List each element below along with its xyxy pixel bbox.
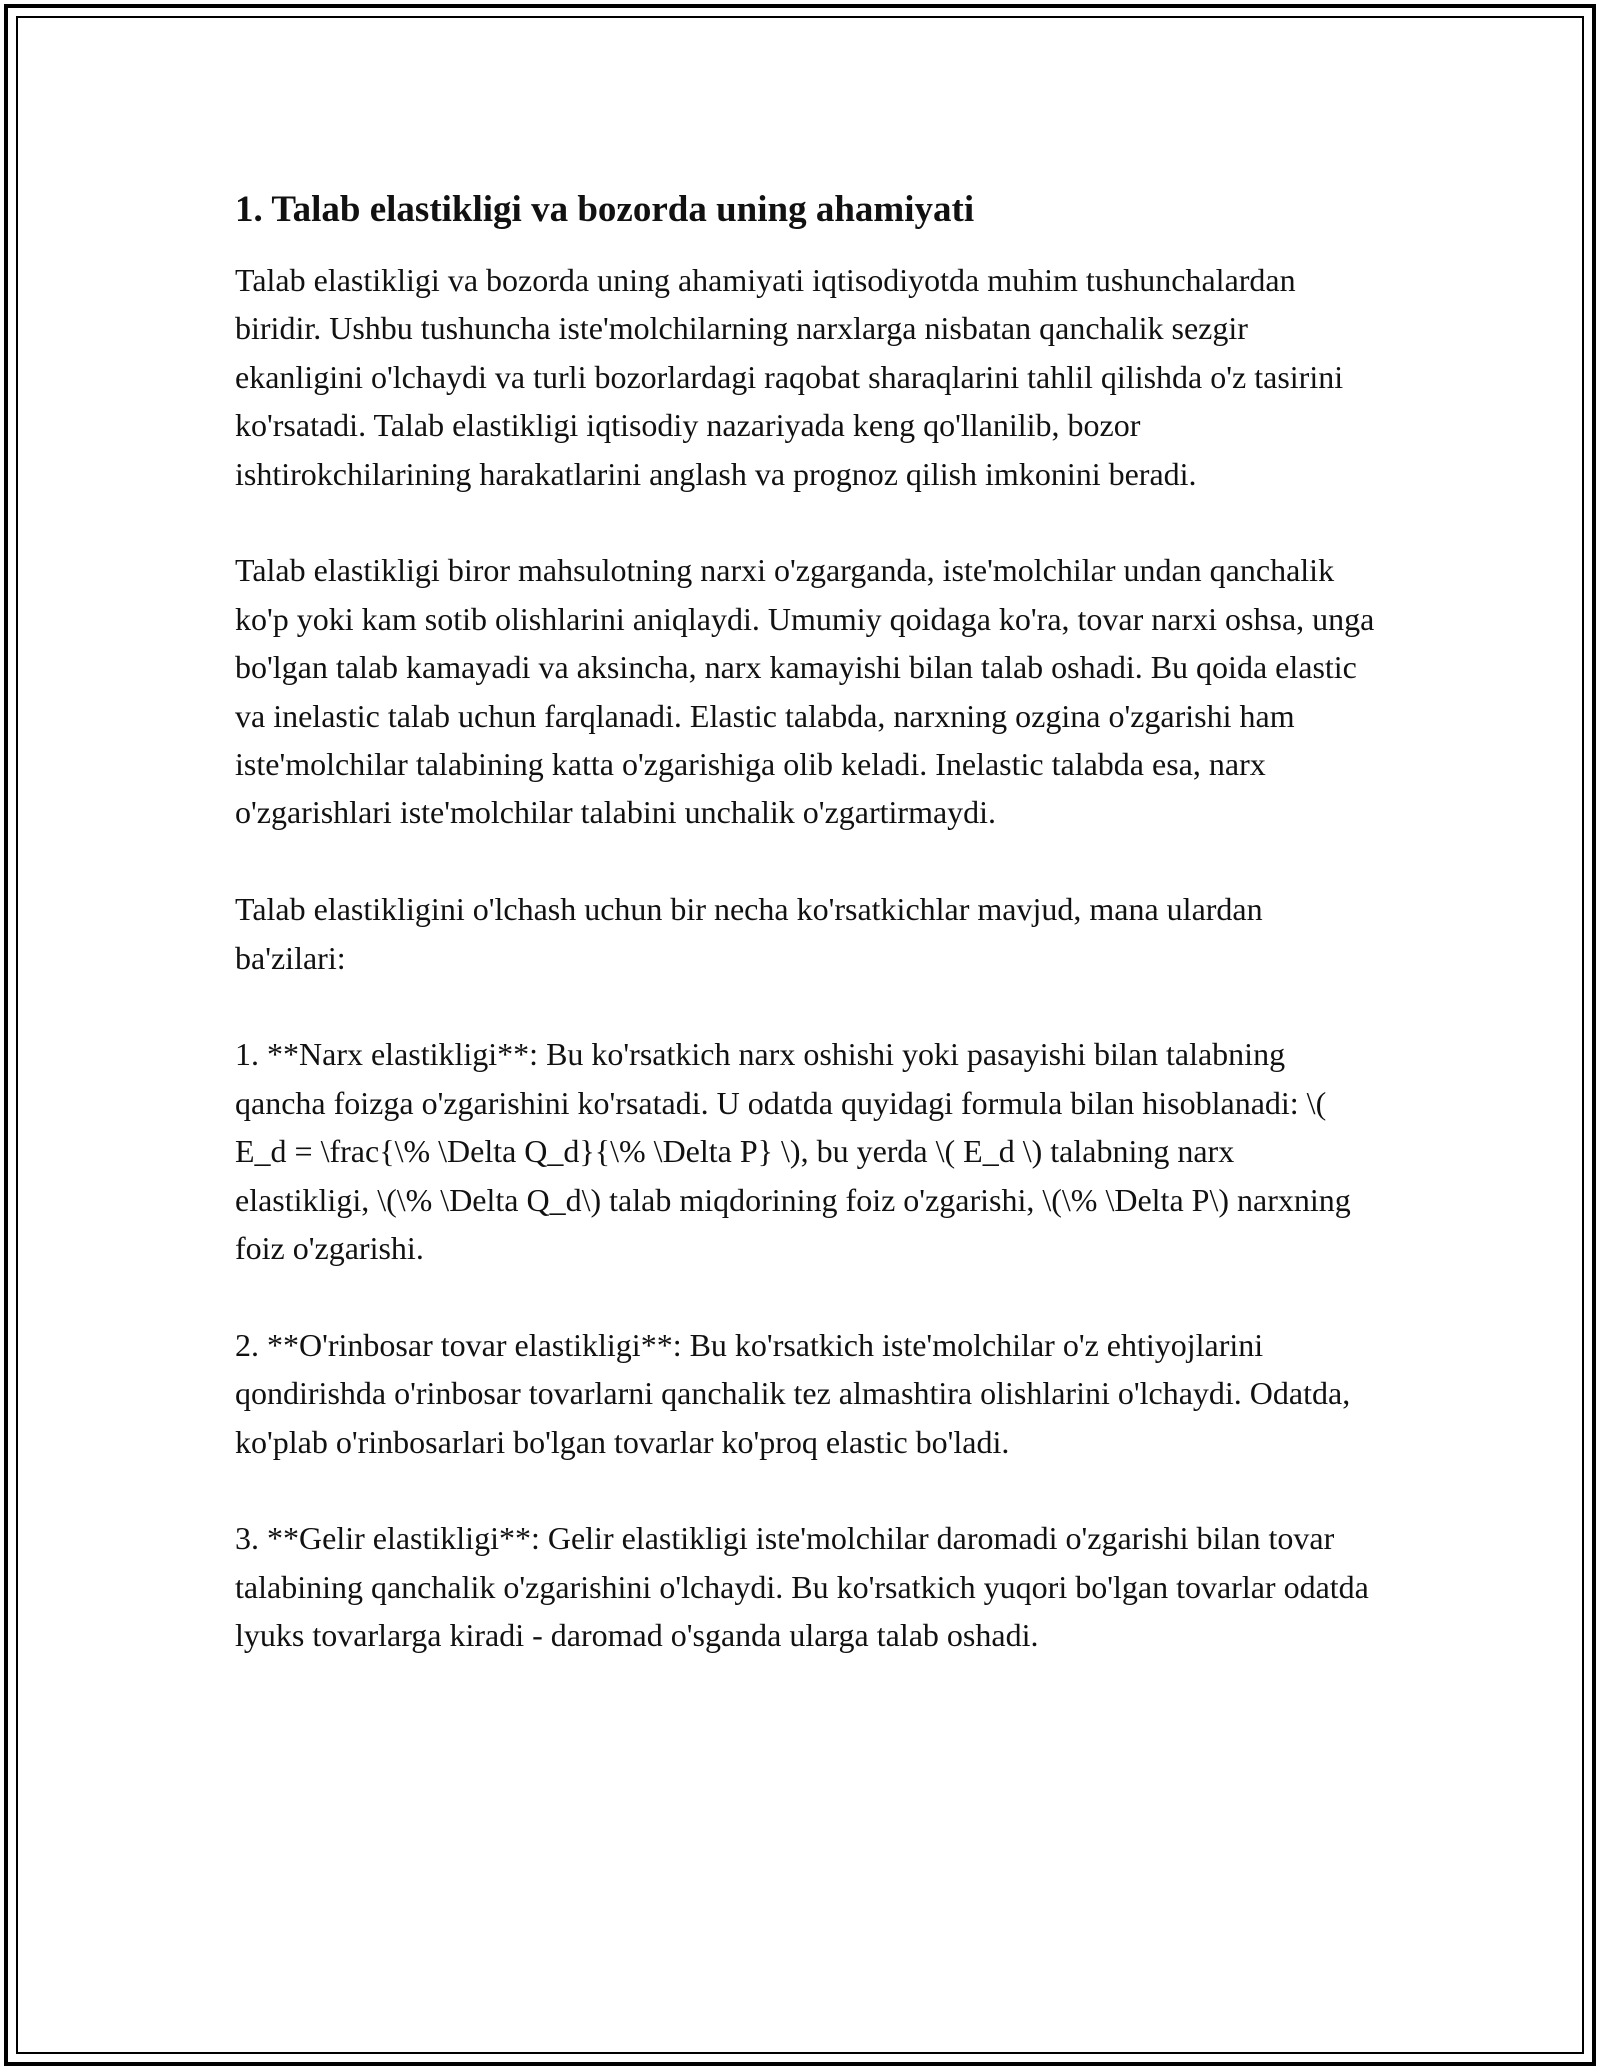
document-title: 1. Talab elastikligi va bozorda uning ahamiyati [235,189,975,230]
document-body [235,186,1375,1660]
list-item-substitute-elasticity: 2. **O'rinbosar tovar elastikligi**: Bu ko'rsatkich iste'molchilar o'z ehtiyojlarini qondirishda o'rinbosar tovarlarni qanchalik tez almashtira olishlarini o'lchaydi. Odatda, ko'plab o'rinbosarlari bo'lgan tovarlar ko'proq elastic bo'ladi. [235,1326,1351,1460]
paragraph-intro: Talab elastikligi va bozorda uning ahamiyati iqtisodiyotda muhim tushunchalardan biridir. Ushbu tushuncha iste'molchilarning narxlarga nisbatan qanchalik sezgir ekanligini o'lchaydi va turli bozorlardagi raqobat sharaqlarini tahlil qilishda o'z tasirini ko'rsatadi. Talab elastikligi iqtisodiy nazariyada keng qo'llanilib, bozor ishtirokchilarining harakatlarini anglash va prognoz qilish imkonini beradi. [235,262,1344,492]
list-item-price-elasticity: 1. **Narx elastikligi**: Bu ko'rsatkich narx oshishi yoki pasayishi bilan talabning qancha foizga o'zgarishini ko'rsatadi. U odatda quyidagi formula bilan hisoblanadi: \( E_d = \frac{\% \Delta Q_d}{\% \Delta P} \), bu yerda \( E_d \) talabning narx elastikligi, \(\% \Delta Q_d\) talab miqdorining foiz o'zgarishi, \(\% \Delta P\) narxning foiz o'zgarishi. [235,1036,1351,1267]
paragraph-definition: Talab elastikligi biror mahsulotning narxi o'zgarganda, iste'molchilar undan qanchalik ko'p yoki kam sotib olishlarini aniqlaydi. Umumiy qoidaga ko'ra, tovar narxi oshsa, unga bo'lgan talab kamayadi va aksincha, narx kamayishi bilan talab oshadi. Bu qoida elastic va inelastic talab uchun farqlanadi. Elastic talabda, narxning ozgina o'zgarishi ham iste'molchilar talabining katta o'zgarishiga olib keladi. Inelastic talabda esa, narx o'zgarishlari iste'molchilar talabini unchalik o'zgartirmaydi. [235,552,1375,831]
list-item-income-elasticity: 3. **Gelir elastikligi**: Gelir elastikligi iste'molchilar daromadi o'zgarishi bilan tovar talabining qanchalik o'zgarishini o'lchaydi. Bu ko'rsatkich yuqori bo'lgan tovarlar odatda lyuks tovarlarga kiradi - daromad o'sganda ularga talab oshadi. [235,1520,1369,1654]
paragraph-indicators-intro: Talab elastikligini o'lchash uchun bir necha ko'rsatkichlar mavjud, mana ulardan ba'zilari: [235,891,1263,976]
